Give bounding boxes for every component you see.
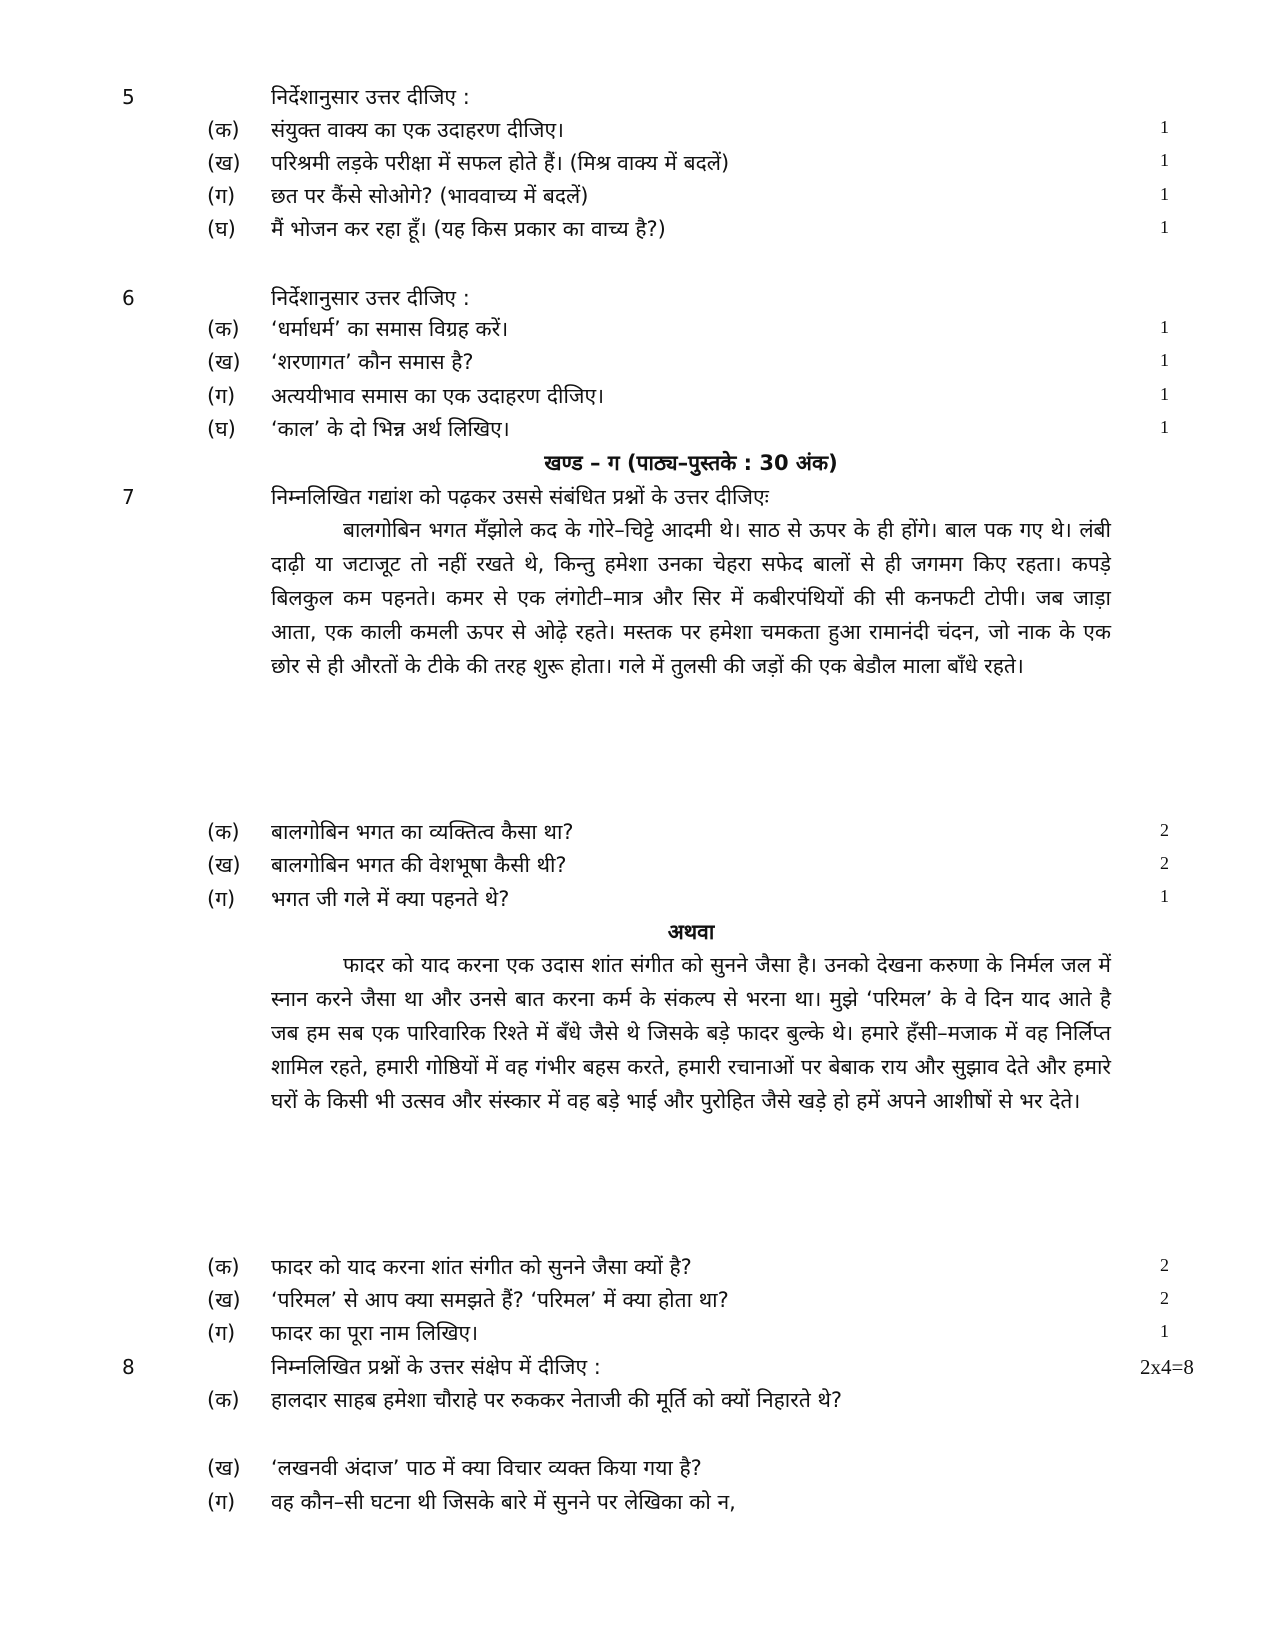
sub-question [207, 312, 1127, 346]
sub-question-label: (ख) [207, 1288, 241, 1312]
section-title: खण्ड – ग (पाठ्य–पुस्तके : 30 अंक) [544, 451, 838, 475]
sub-question [207, 1283, 1127, 1317]
sub-question-label: (क) [207, 317, 240, 341]
sub-question-label: (घ) [207, 417, 236, 441]
question-number: 5 [122, 85, 135, 109]
sub-question-label: (क) [207, 820, 240, 844]
or-label: अथवा [667, 920, 715, 944]
passage: बालगोबिन भगत मँझोले कद के गोरे–चिट्टे आदमी थे। साठ से ऊपर के ही होंगे। बाल पक गए थे। लंबी दाढ़ी या जटाजूट तो नहीं रखते थे, किन्तु हमेशा उनका चेहरा सफेद बालों से ही जगमग किए रहता। कपड़े बिलकुल कम पहनते। कमर से एक लंगोटी–मात्र और सिर में कबीरपंथियों की सी कनफटी टोपी। जब जाड़ा आता, एक काली कमली ऊपर से ओढ़े रहते। मस्तक पर हमेशा चमकता हुआ रामानंदी चंदन, जो नाक के एक छोर से ही औरतों के टीके की तरह शुरू होता। गले में तुलसी की जड़ों की एक बेडौल माला बाँधे रहते। [271, 518, 1111, 678]
sub-question [207, 179, 1127, 213]
sub-question-label: (क) [207, 1255, 240, 1279]
question-heading: निर्देशानुसार उत्तर दीजिए : [271, 85, 470, 109]
marks: 2x4=8 [1140, 1355, 1194, 1379]
sub-question [207, 146, 1127, 180]
sub-question-label: (ख) [207, 350, 241, 374]
sub-question-label: (क) [207, 1388, 240, 1412]
alt-passage: फादर को याद करना एक उदास शांत संगीत को सुनने जैसा है। उनको देखना करुणा के निर्मल जल में स्नान करने जैसा था और उनसे बात करना कर्म के संकल्प से भरना था। मुझे ‘परिमल’ के वे दिन याद आते है जब हम सब एक पारिवारिक रिश्ते में बँधे जैसे थे जिसके बड़े फादर बुल्के थे। हमारे हँसी–मजाक में वह निर्लिप्त शामिल रहते, हमारी गोष्ठियों में वह गंभीर बहस करते, हमारी रचानाओं पर बेबाक राय और सुझाव देते और हमारे घरों के किसी भी उत्सव और संस्कार में वह बड़े भाई और पुरोहित जैसे खड़े हो हमें अपने आशीषों से भर देते। [271, 953, 1111, 1113]
marks: 1 [1160, 184, 1169, 204]
sub-question-text: हालदार साहब हमेशा चौराहे पर रुककर नेताजी की मूर्ति को क्यों निहारते थे? [271, 1388, 843, 1412]
sub-question-label: (ग) [207, 1490, 236, 1514]
marks: 2 [1160, 1255, 1169, 1275]
sub-question [207, 882, 1127, 916]
marks: 1 [1160, 1321, 1169, 1341]
marks: 1 [1160, 384, 1169, 404]
sub-question-text: संयुक्त वाक्य का एक उदाहरण दीजिए। [271, 118, 565, 142]
sub-question [207, 379, 1127, 413]
marks: 1 [1160, 117, 1169, 137]
sub-question-text: ‘काल’ के दो भिन्न अर्थ लिखिए। [271, 417, 510, 441]
sub-question-label: (ग) [207, 887, 236, 911]
sub-question [207, 1383, 1127, 1417]
sub-question [207, 848, 1127, 882]
sub-question-label: (ग) [207, 184, 236, 208]
sub-question [207, 1485, 1127, 1519]
sub-question [207, 345, 1127, 379]
sub-question-text: ‘धर्माधर्म’ का समास विग्रह करें। [271, 317, 509, 341]
sub-question-text: बालगोबिन भगत का व्यक्तित्व कैसा था? [271, 820, 574, 844]
sub-question-text: ‘शरणागत’ कौन समास है? [271, 350, 474, 374]
question-number: 8 [122, 1355, 135, 1379]
sub-question-text: परिश्रमी लड़के परीक्षा में सफल होते हैं। (मिश्र वाक्य में बदलें) [271, 151, 730, 175]
sub-question [207, 1250, 1127, 1284]
question-heading: निम्नलिखित गद्यांश को पढ़कर उससे संबंधित प्रश्नों के उत्तर दीजिएः [271, 485, 769, 509]
question-number: 6 [122, 286, 135, 310]
sub-question-text: अत्ययीभाव समास का एक उदाहरण दीजिए। [271, 384, 605, 408]
sub-question [207, 815, 1127, 849]
sub-question-text: भगत जी गले में क्या पहनते थे? [271, 887, 510, 911]
marks: 1 [1160, 317, 1169, 337]
question-heading: निम्नलिखित प्रश्नों के उत्तर संक्षेप में दीजिए : [271, 1355, 601, 1379]
sub-question-label: (ख) [207, 1456, 241, 1480]
sub-question-text: फादर को याद करना शांत संगीत को सुनने जैसा क्यों है? [271, 1255, 692, 1279]
marks: 1 [1160, 150, 1169, 170]
marks: 2 [1160, 820, 1169, 840]
marks: 1 [1160, 350, 1169, 370]
marks: 1 [1160, 886, 1169, 906]
marks: 2 [1160, 1288, 1169, 1308]
sub-question-label: (क) [207, 118, 240, 142]
sub-question-label: (ख) [207, 853, 241, 877]
marks: 1 [1160, 217, 1169, 237]
sub-question-text: ‘परिमल’ से आप क्या समझते हैं? ‘परिमल’ में क्या होता था? [271, 1288, 729, 1312]
marks: 1 [1160, 417, 1169, 437]
sub-question-text: वह कौन–सी घटना थी जिसके बारे में सुनने पर लेखिका को न, [271, 1490, 736, 1514]
sub-question-label: (ख) [207, 151, 241, 175]
sub-question [207, 1451, 1127, 1485]
sub-question [207, 113, 1127, 147]
marks: 2 [1160, 853, 1169, 873]
question-heading: निर्देशानुसार उत्तर दीजिए : [271, 286, 470, 310]
sub-question-label: (ग) [207, 1321, 236, 1345]
sub-question [207, 1316, 1127, 1350]
sub-question-text: मैं भोजन कर रहा हूँ। (यह किस प्रकार का वाच्य है?) [271, 217, 666, 241]
question-number: 7 [122, 485, 135, 509]
sub-question-text: बालगोबिन भगत की वेशभूषा कैसी थी? [271, 853, 567, 877]
sub-question-text: छत पर कैंसे सोओगे? (भाववाच्य में बदलें) [271, 184, 589, 208]
sub-question [207, 212, 1127, 246]
sub-question-text: फादर का पूरा नाम लिखिए। [271, 1321, 479, 1345]
sub-question-text: ‘लखनवी अंदाज’ पाठ में क्या विचार व्यक्त किया गया है? [271, 1456, 702, 1480]
sub-question-label: (ग) [207, 384, 236, 408]
sub-question [207, 412, 1127, 446]
sub-question-label: (घ) [207, 217, 236, 241]
